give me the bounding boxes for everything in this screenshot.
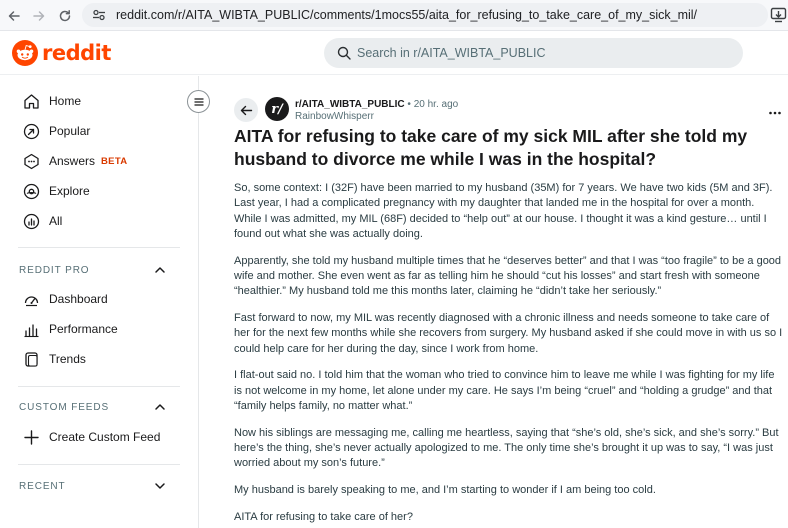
sidebar-item-label: Popular xyxy=(49,124,91,138)
home-icon xyxy=(22,92,40,110)
beta-badge: BETA xyxy=(101,155,128,167)
sidebar-item-popular[interactable] xyxy=(0,116,199,146)
arrow-left-icon xyxy=(240,104,253,117)
post-paragraph: So, some context: I (32F) have been married to my husband (35M) for 7 years. We have two kids (5M and 3F). Last year, I had a complicated pregnancy with my daughter that landed me in the hospital for over a month. While I was admitted, my MIL (68F) decided to “help out” at our house. I thought it was a kind gesture… until I found out what she was actually doing. xyxy=(234,182,773,240)
chevron-up-icon[interactable] xyxy=(154,264,166,276)
menu-icon xyxy=(193,96,205,108)
sidebar-divider xyxy=(18,464,180,465)
more-options-icon[interactable] xyxy=(768,104,782,112)
performance-icon xyxy=(22,320,40,338)
post-paragraph: I flat-out said no. I told him that the woman who tried to convince him to leave me while I was fighting for my life is not welcome in my home, let alone under my care. He says I’m being “cruel” and “holding a grudge” and that “family helps family, no matter what.” xyxy=(234,369,775,413)
section-heading: RECENT xyxy=(19,480,66,492)
collapse-sidebar-button[interactable] xyxy=(187,90,210,113)
reddit-wordmark: reddit xyxy=(42,41,111,65)
site-header xyxy=(0,31,788,75)
reddit-logo[interactable] xyxy=(12,40,111,66)
answers-icon xyxy=(22,152,40,170)
section-reddit-pro[interactable] xyxy=(0,257,199,283)
search-bar[interactable] xyxy=(324,38,743,68)
sidebar-item-label: All xyxy=(49,214,63,228)
meta-separator: • xyxy=(407,99,411,110)
post-title: AITA for refusing to take care of my sick MIL after she told my husband to divorce me while I was in the hospital? xyxy=(234,126,748,169)
sidebar-item-home[interactable] xyxy=(0,86,199,116)
section-heading: CUSTOM FEEDS xyxy=(19,401,110,413)
browser-reload-icon[interactable] xyxy=(54,5,76,27)
back-button[interactable] xyxy=(234,98,258,122)
post-paragraph: Now his siblings are messaging me, calling me heartless, saying that “she’s old, she’s sick, and she’s sorry.” But here’s the thing, she’s never actually apologized to me. The only time she’s brought it up was to say, “I was just worried about my son’s future.” xyxy=(234,426,779,470)
chevron-down-icon[interactable] xyxy=(154,480,166,492)
sidebar-item-explore[interactable] xyxy=(0,176,199,206)
sidebar-item-label: Trends xyxy=(49,352,86,366)
section-custom-feeds[interactable] xyxy=(0,394,199,420)
sidebar-item-label: Performance xyxy=(49,322,118,336)
post-body xyxy=(234,181,784,528)
create-custom-feed-button[interactable] xyxy=(0,422,199,452)
reddit-snoo-icon xyxy=(12,40,38,66)
sidebar-item-dashboard[interactable] xyxy=(0,284,199,314)
plus-icon xyxy=(22,428,40,446)
sidebar-divider xyxy=(18,247,180,248)
post-paragraph: Apparently, she told my husband multiple times that he “deserves better” and that I was “too fragile” to be a good wife and mother. She even went as far as telling him he should “cut his losses” and start fresh with someone “healthier.” My husband told me this months later, claiming he “didn’t take her seriously.” xyxy=(234,254,782,298)
sidebar-divider xyxy=(18,386,180,387)
sidebar-item-answers[interactable] xyxy=(0,146,199,176)
site-settings-icon[interactable] xyxy=(90,6,108,24)
post-container xyxy=(200,76,788,528)
subreddit-avatar[interactable]: r/ xyxy=(265,97,289,121)
sidebar-item-all[interactable] xyxy=(0,206,199,236)
sidebar-item-performance[interactable] xyxy=(0,314,199,344)
sidebar-item-label: Explore xyxy=(49,184,90,198)
popular-icon xyxy=(22,122,40,140)
trends-icon xyxy=(22,350,40,368)
sidebar-item-label: Answers xyxy=(49,154,96,168)
post-time: 20 hr. ago xyxy=(413,99,459,110)
search-icon xyxy=(337,46,351,60)
explore-icon xyxy=(22,182,40,200)
section-heading: REDDIT PRO xyxy=(19,264,90,276)
all-icon xyxy=(22,212,40,230)
section-recent[interactable] xyxy=(0,473,199,499)
subreddit-link[interactable]: r/AITA_WIBTA_PUBLIC xyxy=(295,99,405,110)
post-paragraph: AITA for refusing to take care of her? xyxy=(234,511,413,524)
post-meta xyxy=(295,99,458,110)
search-input[interactable] xyxy=(357,46,717,60)
browser-back-icon[interactable] xyxy=(3,5,25,27)
chevron-up-icon[interactable] xyxy=(154,401,166,413)
post-paragraph: My husband is barely speaking to me, and I’m starting to wonder if I am being too cold. xyxy=(234,484,656,497)
install-app-icon[interactable] xyxy=(770,7,788,23)
dashboard-icon xyxy=(22,290,40,308)
browser-toolbar xyxy=(0,0,788,31)
left-sidebar xyxy=(0,76,199,528)
url-text: reddit.com/r/AITA_WIBTA_PUBLIC/comments/1mocs55/aita_for_refusing_to_take_care_of_my_sick_mil/ xyxy=(116,8,698,22)
sidebar-item-trends[interactable] xyxy=(0,344,199,374)
sidebar-item-label: Home xyxy=(49,94,82,108)
sidebar-item-label: Create Custom Feed xyxy=(49,430,161,444)
author-link[interactable]: RainbowWhisperr xyxy=(295,111,374,122)
post-paragraph: Fast forward to now, my MIL was recently diagnosed with a chronic illness and needs someone to take care of her for the next few months while she recovers from surgery. My husband asked if she could move in with us so I could help care for her during the day, since I work from home. xyxy=(234,312,783,355)
address-bar[interactable] xyxy=(82,3,768,27)
browser-forward-icon[interactable] xyxy=(28,5,50,27)
sidebar-item-label: Dashboard xyxy=(49,292,108,306)
